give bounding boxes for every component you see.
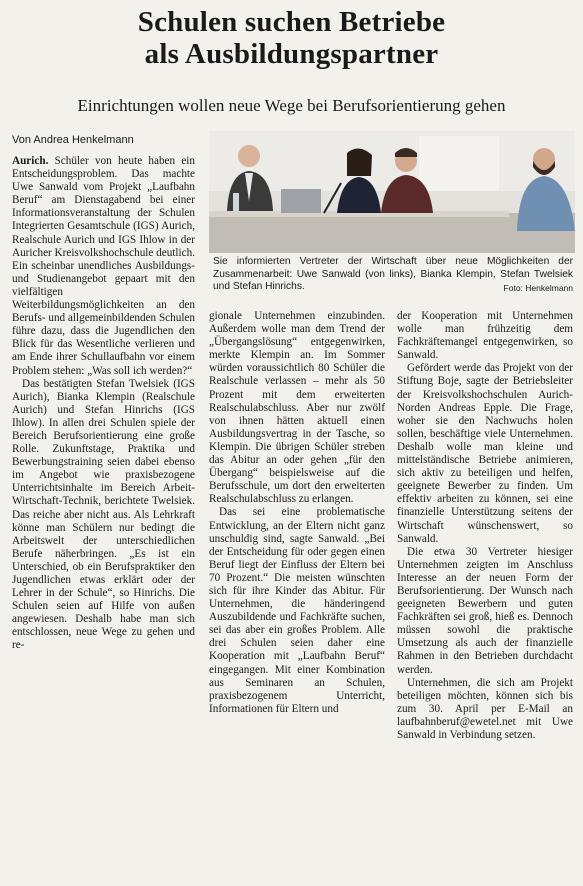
article-column-1: [12, 155, 195, 880]
paragraph: gionale Unternehmen einzubinden. Außerdem wolle man dem Trend der „Übergangslösung“ entgegenwirken, merkte Klempin an. Im Sommer würden voraussichtlich 80 Schüler die Realschule verlassen – mehr als 50 Prozent mit dem erweiterten Realschulabschluss. Aber nur zwölf von ihnen hätten aktuell einen Ausbildungsvertrag in der Tasche, so Klempin. Die übrigen Schüler streben das Abitur an oder gehen „für den Übergang“ beispielsweise auf die Berufsschule, um dort den erweiterten Realschulabschluss zu erlangen.: [209, 310, 385, 506]
article-headline: [0, 6, 583, 70]
photo-credit: Foto: Henkelmann: [503, 283, 573, 294]
article-column-2: [209, 310, 385, 880]
article-subheadline: Einrichtungen wollen neue Wege bei Berufsorientierung gehen: [77, 96, 506, 115]
paragraph: Die etwa 30 Vertreter hiesiger Unternehmen zeigten im Anschluss Interesse an der neuen Form der Berufsorientierung. Der Wunsch nach geeigneten Bewerbern und guten Fachkräften sei groß, hieß es. Dennoch müssen sowohl die praktische Umsetzung als auch der finanzielle Rahmen in den Betrieben durchdacht werden.: [397, 545, 573, 676]
caption-text: Sie informierten Vertreter der Wirtschaft über neue Möglichkeiten der Zusammenarbeit: Uwe Sanwald (von links), Bianka Klempin, Stefan Twelsiek und Stefan Hinrichs.: [213, 256, 573, 293]
paragraph: Das bestätigten Stefan Twelsiek (IGS Aurich), Bianka Klempin (Realschule Aurich) und Stefan Hinrichs (IGS Ihlow). In allen drei Schulen spiele der Bereich Berufsorientierung eine große Rolle. Zukunftstage, Praktika und Bewerbungstraining seien dabei ebenso im Angebot wie praxisbezogene Unterrichtsinhalte im Bereich Arbeit-Wirtschaft-Technik, berichtete Twelsiek. Das reiche aber nicht aus. Als Lehrkraft könne man Schülern nur bedingt die Arbeitswelt der unterschiedlichen Berufe näherbringen. „Es ist ein Unterschied, ob ein Berufspraktiker den Jugendlichen etwas erklärt oder der Lehrer in der Schule“, so Hinrichs. Die Schulen seien auf Hilfe von außen angewiesen. Deshalb habe man sich entschlossen, neue Wege zu gehen und re-: [12, 377, 195, 652]
article-column-3: [397, 310, 573, 880]
dateline: Aurich.: [12, 155, 49, 167]
paragraph-text: Schüler von heute haben ein Entscheidungsproblem. Das machte Uwe Sanwald vom Projekt „Laufbahn Beruf“ am Dienstagabend bei einer Informationsveranstaltung der Schulen Integrierten Gesamtschule (IGS) Aurich, Realschule Aurich und IGS Ihlow in der Auricher Kreisvolkshochschule deutlich. Ein scheinbar unendliches Ausbildungs- und Studienangebot gepaart mit den vielfältigen Weiterbildungsmöglichkeiten an den Berufs- und allgemeinbildenden Schulen führe dazu, dass die Jugendlichen den Blick für das Wesentliche verlieren und am Ende ihrer Schullaufbahn vor einem Problem stehen: „Was soll ich werden?“: [12, 155, 195, 377]
byline: Von Andrea Henkelmann: [12, 134, 134, 146]
headline-line-2: als Ausbildungspartner: [144, 38, 439, 70]
paragraph: [12, 155, 195, 378]
paragraph: der Kooperation mit Unternehmen wolle man frühzeitig dem Fachkräftemangel entgegenwirken, so Sanwald.: [397, 310, 573, 362]
headline-line-1: Schulen suchen Betriebe: [137, 6, 446, 38]
paragraph: Gefördert werde das Projekt von der Stiftung Boje, sagte der Betriebsleiter der Kreisvolkshochschulen Aurich-Norden Andreas Epple. Die Frage, woher sie den Nachwuchs holen sollen, beschäftige viele Unternehmen. Deshalb wolle man kleine und mittelständische Betriebe animieren, sich aktiv zu beteiligen und helfen, geeignete Bewerber zu finden. Um effektiv arbeiten zu können, sei eine finanzielle Unterstützung seitens der Wirtschaft wünschenswert, so Sanwald.: [397, 362, 573, 545]
paragraph: Das sei eine problematische Entwicklung, an der Eltern nicht ganz unschuldig sind, sagte Sanwald. „Bei der Entscheidung für oder gegen einen Beruf liegt der Einfluss der Eltern bei 70 Prozent.“ Die meisten wünschten sich für ihre Kinder das Abitur. Für Unternehmen, die händeringend Auszubildende und Fachkräfte suchen, sei das aber ein großes Problem. Alle drei Schulen seien daher eine Kooperation mit „Laufbahn Beruf“ eingegangen. Mit einer Kombination aus Seminaren an Schulen, praxisbezogenem Unterricht, Informationen für Eltern und: [209, 506, 385, 715]
paragraph: Unternehmen, die sich am Projekt beteiligen möchten, können sich bis zum 30. April per E-Mail an laufbahnberuf@ewetel.net mit Uwe Sanwald in Verbindung setzen.: [397, 676, 573, 741]
panel-photo-illustration: [209, 131, 575, 253]
photo-caption: [213, 256, 573, 295]
article-photo: [209, 131, 575, 253]
